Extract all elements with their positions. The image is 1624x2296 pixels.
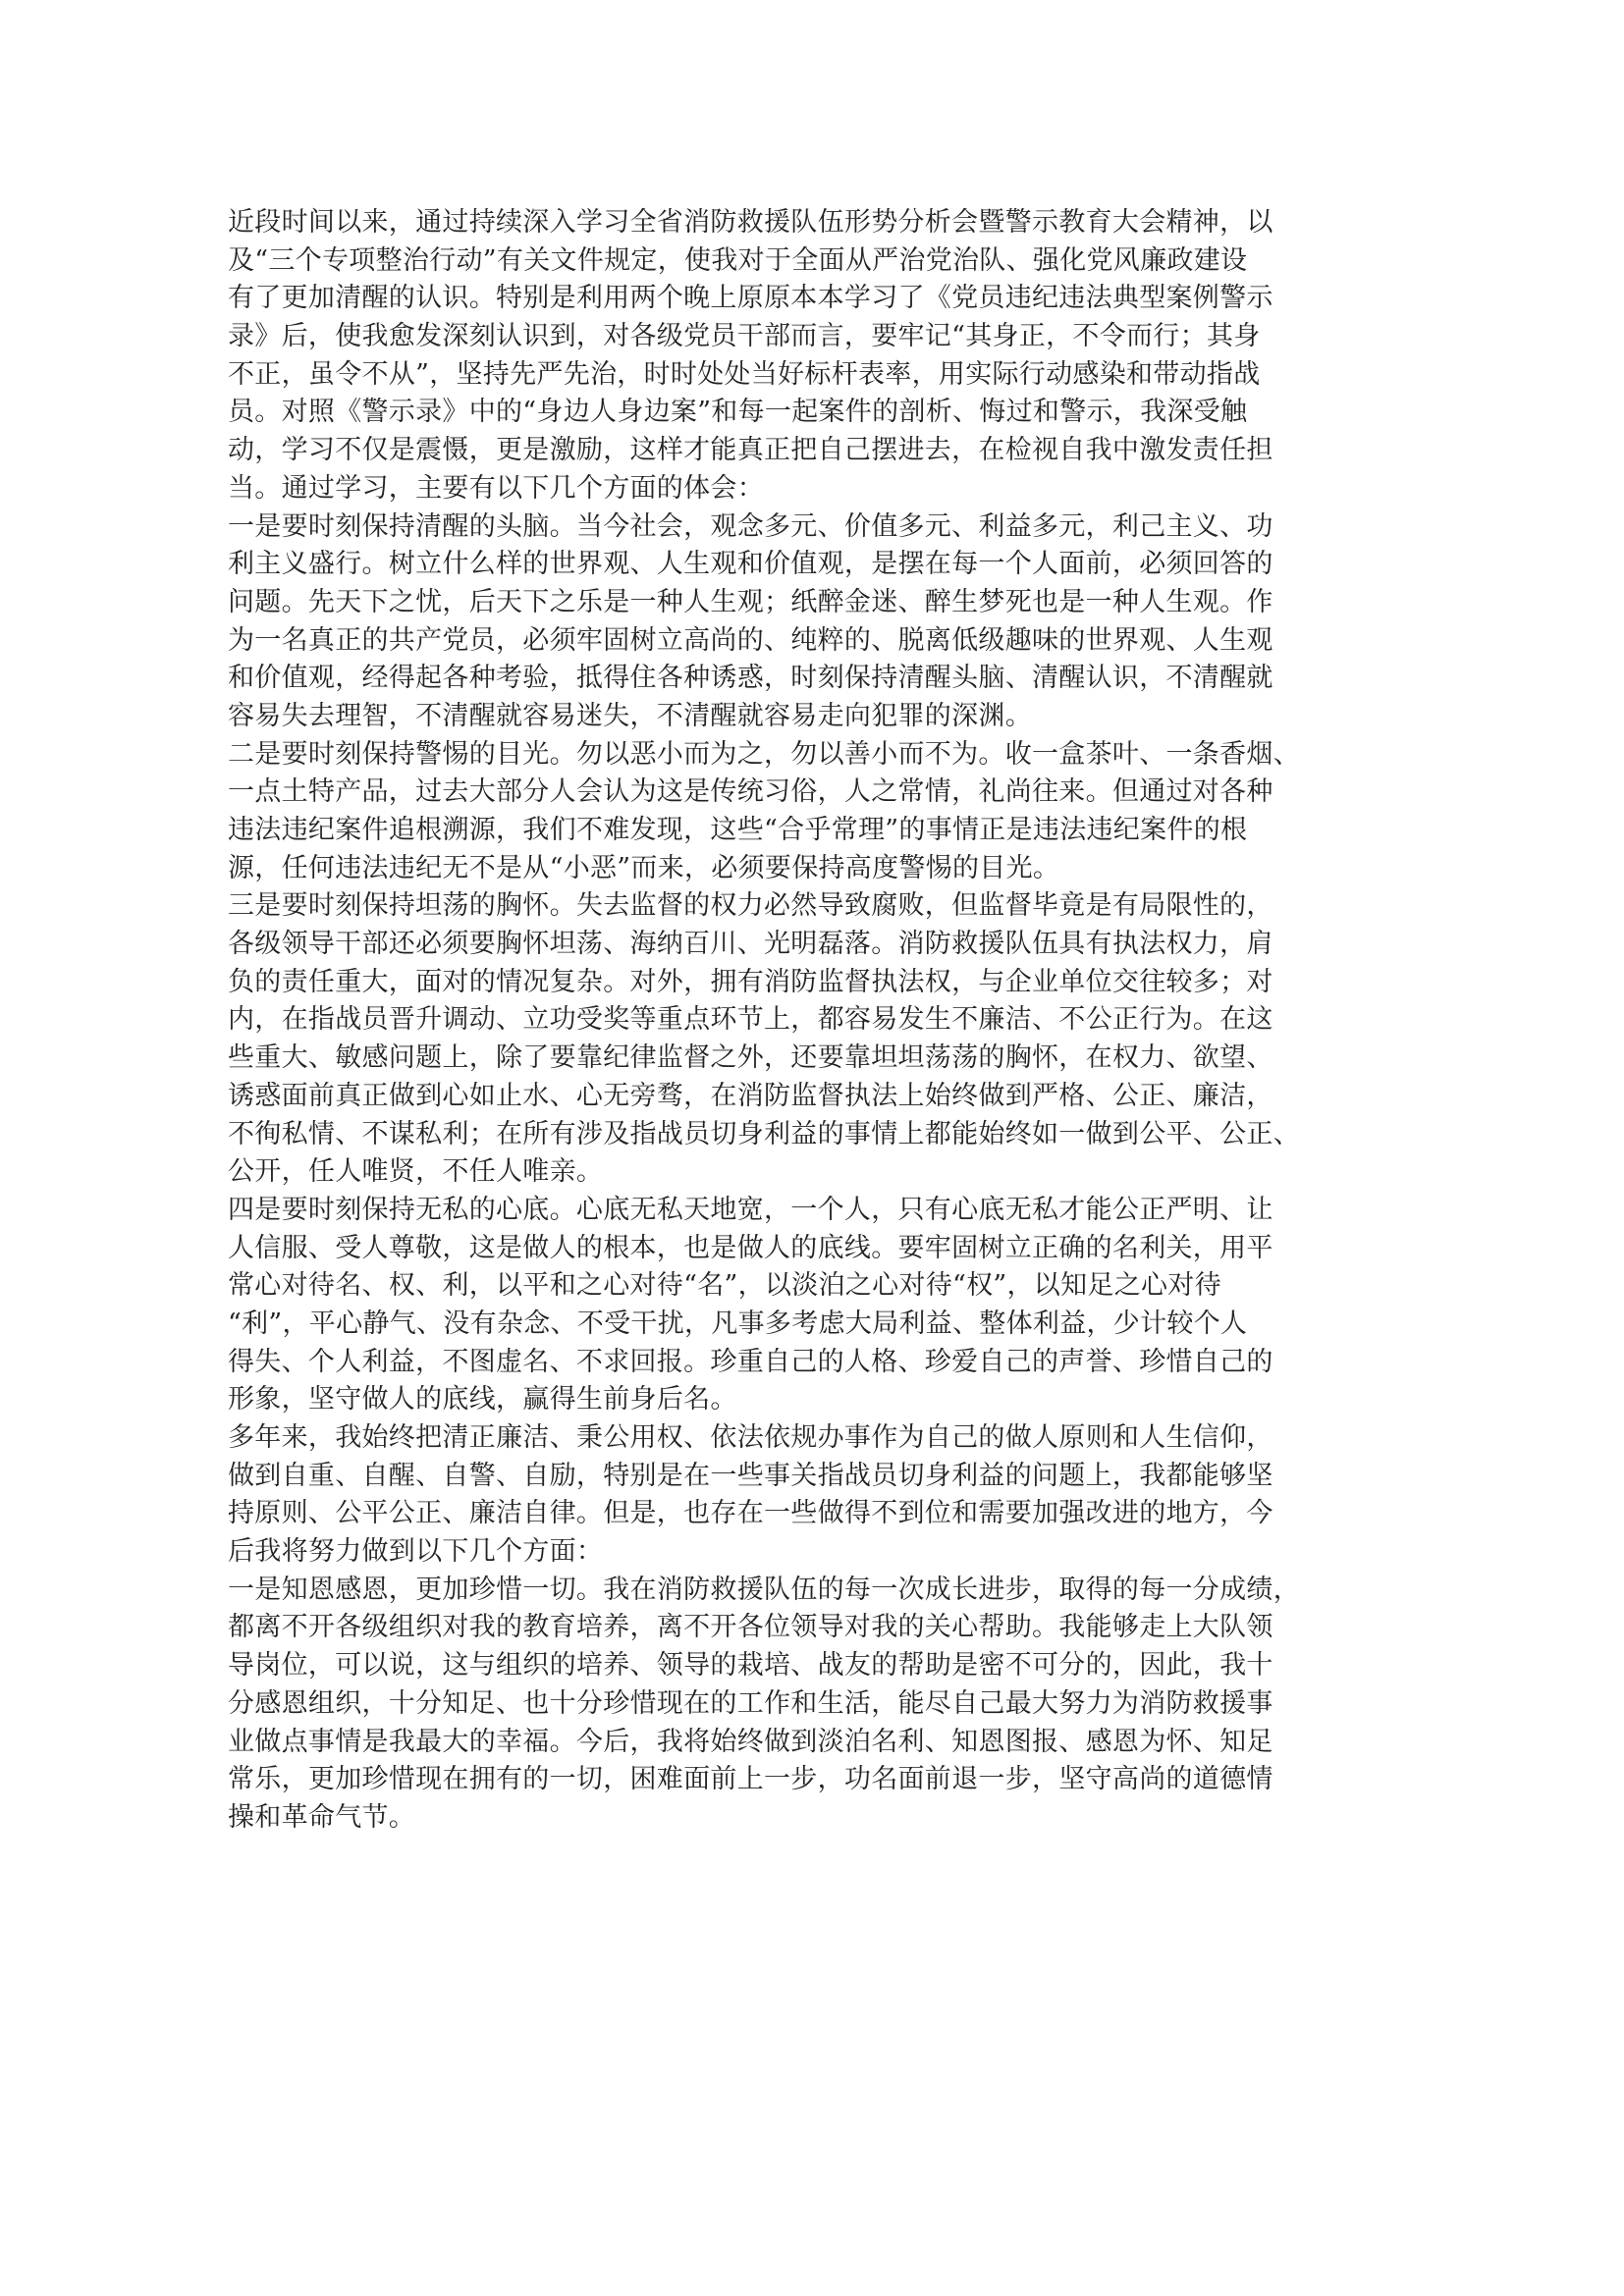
text-line: 后我将努力做到以下几个方面：	[228, 1536, 604, 1568]
paragraph-intro	[228, 204, 1406, 508]
text-line: 录》后，使我愈发深刻认识到，对各级党员干部而言，要牢记“其身正，不令而行；其身	[228, 321, 1261, 352]
text-line: 一点土特产品，过去大部分人会认为这是传统习俗，人之常情，礼尚往来。但通过对各种	[228, 776, 1273, 808]
text-line: 分感恩组织，十分知足、也十分珍惜现在的工作和生活，能尽自己最大努力为消防救援事	[228, 1687, 1273, 1719]
text-line: 不徇私情、不谋私利；在所有涉及指战员切身利益的事情上都能始终如一做到公平、公正、	[228, 1118, 1300, 1149]
text-line: 内，在指战员晋升调动、立功受奖等重点环节上，都容易发生不廉洁、不公正行为。在这	[228, 1004, 1273, 1036]
text-line: 有了更加清醒的认识。特别是利用两个晚上原原本本学习了《党员违纪违法典型案例警示	[228, 283, 1273, 314]
text-line: 做到自重、自醒、自警、自励，特别是在一些事关指战员切身利益的问题上，我都能够坚	[228, 1460, 1273, 1491]
text-line: 导岗位，可以说，这与组织的培养、领导的栽培、战友的帮助是密不可分的，因此，我十	[228, 1650, 1273, 1682]
text-line: 容易失去理智，不清醒就容易迷失，不清醒就容易走向犯罪的深渊。	[228, 700, 1032, 731]
text-line: 违法违纪案件追根溯源，我们不难发现，这些“合乎常理”的事情正是违法违纪案件的根	[228, 815, 1248, 845]
text-line: 问题。先天下之忧，后天下之乐是一种人生观；纸醉金迷、醉生梦死也是一种人生观。作	[228, 586, 1273, 617]
text-line: 公开，任人唯贤，不任人唯亲。	[228, 1156, 604, 1188]
text-line: 员。对照《警示录》中的“身边人身边案”和每一起案件的剖析、悔过和警示，我深受触	[228, 397, 1248, 428]
text-line: 一是要时刻保持清醒的头脑。当今社会，观念多元、价值多元、利益多元，利己主义、功	[228, 510, 1273, 542]
text-line: 多年来，我始终把清正廉洁、秉公用权、依法依规办事作为自己的做人原则和人生信仰，	[228, 1422, 1273, 1453]
text-line: 和价值观，经得起各种考验，抵得住各种诱惑，时刻保持清醒头脑、清醒认识，不清醒就	[228, 663, 1273, 694]
text-line: 得失、个人利益，不图虚名、不求回报。珍重自己的人格、珍爱自己的声誉、珍惜自己的	[228, 1346, 1273, 1377]
document-page	[228, 204, 1406, 1838]
text-line: 为一名真正的共产党员，必须牢固树立高尚的、纯粹的、脱离低级趣味的世界观、人生观	[228, 624, 1273, 656]
paragraph-point-one	[228, 508, 1406, 736]
text-line: 及“三个专项整治行动”有关文件规定，使我对于全面从严治党治队、强化党风廉政建设	[228, 244, 1248, 276]
text-line: 形象，坚守做人的底线，赢得生前身后名。	[228, 1384, 737, 1415]
text-line: 不正，虽令不从”，坚持先严先治，时时处处当好标杆表率，用实际行动感染和带动指战	[228, 358, 1261, 390]
text-line: 些重大、敏感问题上，除了要靠纪律监督之外，还要靠坦坦荡荡的胸怀，在权力、欲望、	[228, 1042, 1273, 1074]
paragraph-point-four	[228, 1192, 1406, 1419]
text-line: 诱惑面前真正做到心如止水、心无旁骛，在消防监督执法上始终做到严格、公正、廉洁，	[228, 1080, 1273, 1111]
text-line: 利主义盛行。树立什么样的世界观、人生观和价值观，是摆在每一个人面前，必须回答的	[228, 549, 1273, 580]
text-line: 动，学习不仅是震慑，更是激励，这样才能真正把自己摆进去，在检视自我中激发责任担	[228, 435, 1273, 466]
text-line: 都离不开各级组织对我的教育培养，离不开各位领导对我的关心帮助。我能够走上大队领	[228, 1612, 1273, 1643]
text-line: 各级领导干部还必须要胸怀坦荡、海纳百川、光明磊落。消防救援队伍具有执法权力，肩	[228, 929, 1273, 960]
paragraph-point-two	[228, 736, 1406, 888]
text-line: 常心对待名、权、利，以平和之心对待“名”，以淡泊之心对待“权”，以知足之心对待	[228, 1270, 1221, 1302]
text-line: 四是要时刻保持无私的心底。心底无私天地宽，一个人，只有心底无私才能公正严明、让	[228, 1194, 1273, 1225]
text-line: 负的责任重大，面对的情况复杂。对外，拥有消防监督执法权，与企业单位交往较多；对	[228, 966, 1273, 997]
text-line: 业做点事情是我最大的幸福。今后，我将始终做到淡泊名利、知恩图报、感恩为怀、知足	[228, 1726, 1273, 1757]
text-line: 常乐，更加珍惜现在拥有的一切，困难面前上一步，功名面前退一步，坚守高尚的道德情	[228, 1764, 1273, 1795]
paragraph-point-three	[228, 887, 1406, 1192]
text-line: 三是要时刻保持坦荡的胸怀。失去监督的权力必然导致腐败，但监督毕竟是有局限性的，	[228, 890, 1273, 922]
text-line: 人信服、受人尊敬，这是做人的根本，也是做人的底线。要牢固树立正确的名利关，用平	[228, 1232, 1273, 1263]
text-line: 操和革命气节。	[228, 1801, 416, 1833]
text-line: 持原则、公平公正、廉洁自律。但是，也存在一些做得不到位和需要加强改进的地方，今	[228, 1498, 1273, 1529]
text-line: 二是要时刻保持警惕的目光。勿以恶小而为之，勿以善小而不为。收一盒茶叶、一条香烟、	[228, 738, 1300, 770]
paragraph-reflection	[228, 1419, 1406, 1572]
text-line: 一是知恩感恩，更加珍惜一切。我在消防救援队伍的每一次成长进步，取得的每一分成绩，	[228, 1574, 1300, 1605]
text-line: 当。通过学习，主要有以下几个方面的体会：	[228, 472, 764, 504]
text-line: 近段时间以来，通过持续深入学习全省消防救援队伍形势分析会暨警示教育大会精神，以	[228, 207, 1273, 238]
paragraph-commitment-one	[228, 1572, 1406, 1838]
text-line: “利”，平心静气、没有杂念、不受干扰，凡事多考虑大局利益、整体利益，少计较个人	[228, 1308, 1248, 1339]
text-line: 源，任何违法违纪无不是从“小恶”而来，必须要保持高度警惕的目光。	[228, 852, 1060, 883]
